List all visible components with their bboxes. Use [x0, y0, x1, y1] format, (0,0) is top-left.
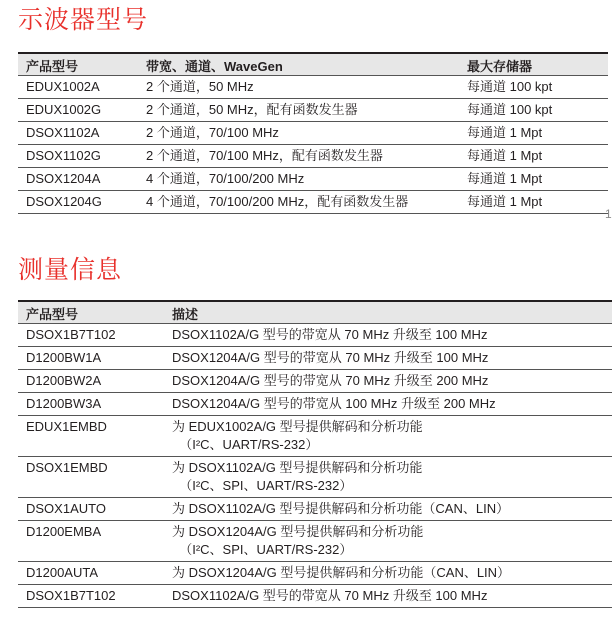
cell-description: DSOX1102A/G 型号的带宽从 70 MHz 升级至 100 MHz [164, 585, 612, 608]
cell-memory: 每通道 100 kpt [459, 76, 608, 99]
table-header-row [18, 53, 608, 76]
cell-model: DSOX1204A [18, 168, 138, 191]
table-row [18, 585, 612, 608]
cell-memory: 每通道 1 Mpt [459, 168, 608, 191]
cell-model: D1200BW2A [18, 370, 164, 393]
table-row [18, 562, 612, 585]
cell-memory: 每通道 1 Mpt [459, 145, 608, 168]
cell-description: 为 DSOX1204A/G 型号提供解码和分析功能（CAN、LIN） [164, 562, 612, 585]
table-row [18, 393, 612, 416]
cell-model: DSOX1B7T102 [18, 324, 164, 347]
cell-description: 为 EDUX1002A/G 型号提供解码和分析功能 （I²C、UART/RS-232） [164, 416, 612, 457]
cell-model: D1200AUTA [18, 562, 164, 585]
oscilloscope-models-table [18, 52, 608, 214]
cell-model: EDUX1002G [18, 99, 138, 122]
cell-model: EDUX1EMBD [18, 416, 164, 457]
cell-bandwidth: 2 个通道，50 MHz [138, 76, 459, 99]
header-description: 描述 [164, 301, 612, 324]
cell-model: EDUX1002A [18, 76, 138, 99]
table-row [18, 347, 612, 370]
cell-model: D1200BW3A [18, 393, 164, 416]
table-header-row [18, 301, 612, 324]
cell-model: D1200EMBA [18, 521, 164, 562]
table-row [18, 191, 608, 214]
header-model: 产品型号 [18, 301, 164, 324]
header-model: 产品型号 [18, 53, 138, 76]
table-row [18, 168, 608, 191]
table-row [18, 370, 612, 393]
cell-bandwidth: 4 个通道，70/100/200 MHz [138, 168, 459, 191]
cell-memory: 每通道 100 kpt [459, 99, 608, 122]
cell-model: DSOX1204G [18, 191, 138, 214]
cell-description: 为 DSOX1102A/G 型号提供解码和分析功能（CAN、LIN） [164, 498, 612, 521]
cell-model: DSOX1EMBD [18, 457, 164, 498]
cell-description: 为 DSOX1204A/G 型号提供解码和分析功能 （I²C、SPI、UART/RS-232） [164, 521, 612, 562]
cell-description: DSOX1204A/G 型号的带宽从 70 MHz 升级至 100 MHz [164, 347, 612, 370]
measurement-options-table [18, 300, 612, 608]
cell-description: DSOX1102A/G 型号的带宽从 70 MHz 升级至 100 MHz [164, 324, 612, 347]
cell-model: DSOX1AUTO [18, 498, 164, 521]
cell-description: 为 DSOX1102A/G 型号提供解码和分析功能 （I²C、SPI、UART/RS-232） [164, 457, 612, 498]
table-row [18, 324, 612, 347]
oscilloscope-section-title: 示波器型号 [18, 5, 149, 34]
header-max-memory: 最大存储器 [459, 53, 608, 76]
table-row [18, 416, 612, 457]
cell-bandwidth: 2 个通道，70/100 MHz，配有函数发生器 [138, 145, 459, 168]
cell-model: DSOX1102G [18, 145, 138, 168]
cell-bandwidth: 2 个通道，50 MHz，配有函数发生器 [138, 99, 459, 122]
cell-model: DSOX1B7T102 [18, 585, 164, 608]
table-row [18, 122, 608, 145]
cell-description: DSOX1204A/G 型号的带宽从 70 MHz 升级至 200 MHz [164, 370, 612, 393]
cell-model: D1200BW1A [18, 347, 164, 370]
header-bandwidth-channels: 带宽、通道、WaveGen [138, 53, 459, 76]
measurement-section-title: 测量信息 [18, 255, 123, 284]
cell-description: DSOX1204A/G 型号的带宽从 100 MHz 升级至 200 MHz [164, 393, 612, 416]
table-row [18, 457, 612, 498]
table-row [18, 145, 608, 168]
table-row [18, 521, 612, 562]
cell-memory: 每通道 1 Mpt [459, 122, 608, 145]
cell-model: DSOX1102A [18, 122, 138, 145]
table-row [18, 76, 608, 99]
cell-bandwidth: 2 个通道，70/100 MHz [138, 122, 459, 145]
cell-bandwidth: 4 个通道，70/100/200 MHz，配有函数发生器 [138, 191, 459, 214]
cropped-overflow-text: 1 [605, 207, 612, 221]
table-row [18, 99, 608, 122]
cell-memory: 每通道 1 Mpt [459, 191, 608, 214]
table-row [18, 498, 612, 521]
